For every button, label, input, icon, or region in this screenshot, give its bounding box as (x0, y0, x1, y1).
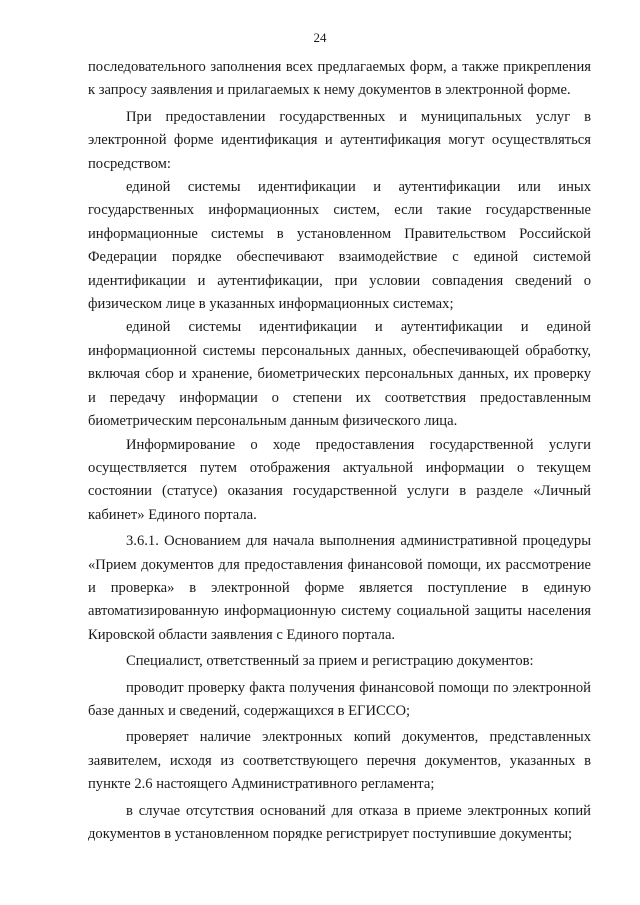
paragraph-identification-intro: При предоставлении государственных и муниципальных услуг в электронной форме идентификация и аутентификация могут осуществляться посредством: (88, 108, 591, 172)
page-number: 24 (313, 30, 327, 45)
paragraph-check-copies: проверяет наличие электронных копий документов, представленных заявителем, исходя из соответствующего перечня документов, указанных в пункте 2.6 настоящего Административного регламента; (88, 729, 591, 793)
paragraph-esia-option: единой системы идентификации и аутентификации или иных государственных информационных систем, если такие государственные информационные системы в установленном Правительством Российской Федерации порядке обеспечивают взаимодействие с единой системой идентификации и аутентификации, при условии совпадения сведений о физическом лице в указанных информационных системах; (88, 179, 591, 313)
document-body (88, 56, 591, 846)
paragraph-check-egisso: проводит проверку факта получения финансовой помощи по электронной базе данных и сведений, содержащихся в ЕГИССО; (88, 679, 591, 719)
paragraph-specialist: Специалист, ответственный за прием и регистрацию документов: (126, 653, 534, 670)
paragraph-3-6-1: 3.6.1. Основанием для начала выполнения административной процедуры «Прием документов для предоставления финансовой помощи, их рассмотрение и проверка» в электронной форме является поступление в единую автоматизированную информационную систему социальной защиты населения Кировской области заявления с Единого портала. (88, 533, 591, 643)
paragraph-continuation: последовательного заполнения всех предлагаемых форм, а также прикрепления к запросу заявления и прилагаемых к нему документов в электронной форме. (88, 59, 591, 99)
paragraph-biometric-option: единой системы идентификации и аутентификации и единой информационной системы персональных данных, обеспечивающей обработку, включая сбор и хранение, биометрических персональных данных, их проверку и передачу информации о степени их соответствия предоставленным биометрическим персональным данным физического лица. (88, 319, 591, 430)
paragraph-register-documents: в случае отсутствия оснований для отказа в приеме электронных копий документов в установленном порядке регистрирует поступившие документы; (88, 802, 591, 842)
paragraph-status-informing: Информирование о ходе предоставления государственной услуги осуществляется путем отображения актуальной информации о текущем состоянии (статусе) оказания государственной услуги в разделе «Личный кабинет» Единого портала. (88, 436, 591, 523)
